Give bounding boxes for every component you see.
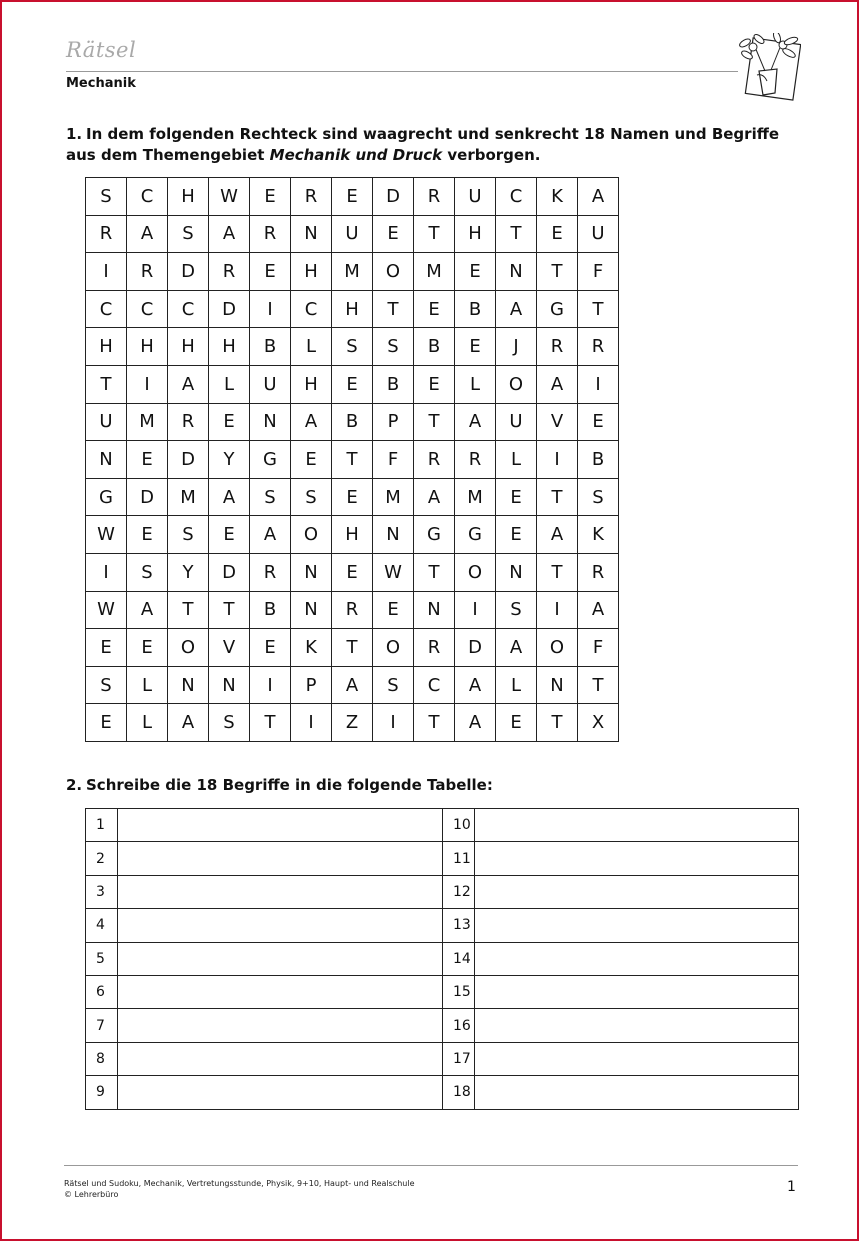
grid-letter-cell: A <box>168 704 209 742</box>
grid-row <box>86 403 619 441</box>
footer-copyright: © Lehrerbüro <box>64 1190 119 1199</box>
grid-letter-cell: O <box>496 365 537 403</box>
grid-letter-cell: A <box>414 478 455 516</box>
grid-letter-cell: M <box>127 403 168 441</box>
grid-letter-cell: E <box>209 403 250 441</box>
grid-letter-cell: W <box>86 591 127 629</box>
grid-letter-cell: S <box>86 666 127 704</box>
grid-letter-cell: I <box>250 666 291 704</box>
grid-letter-cell: U <box>332 215 373 253</box>
grid-row <box>86 553 619 591</box>
grid-letter-cell: N <box>496 253 537 291</box>
grid-letter-cell: E <box>127 441 168 479</box>
grid-letter-cell: T <box>496 215 537 253</box>
grid-letter-cell: M <box>414 253 455 291</box>
grid-letter-cell: B <box>332 403 373 441</box>
answer-number: 4 <box>86 909 118 942</box>
grid-letter-cell: L <box>496 666 537 704</box>
grid-letter-cell: N <box>496 553 537 591</box>
grid-row <box>86 441 619 479</box>
task-1-instruction <box>66 124 801 166</box>
grid-letter-cell: L <box>496 441 537 479</box>
answer-number: 10 <box>443 809 475 842</box>
grid-row <box>86 178 619 216</box>
grid-letter-cell: C <box>496 178 537 216</box>
answer-number: 14 <box>443 942 475 975</box>
grid-letter-cell: R <box>168 403 209 441</box>
grid-letter-cell: T <box>168 591 209 629</box>
grid-letter-cell: E <box>86 629 127 667</box>
answer-field[interactable] <box>118 875 443 908</box>
grid-letter-cell: H <box>168 328 209 366</box>
grid-letter-cell: O <box>537 629 578 667</box>
footer-divider <box>64 1165 798 1166</box>
grid-letter-cell: A <box>455 666 496 704</box>
grid-letter-cell: R <box>127 253 168 291</box>
grid-letter-cell: T <box>414 215 455 253</box>
grid-letter-cell: R <box>537 328 578 366</box>
grid-letter-cell: E <box>86 704 127 742</box>
grid-letter-cell: I <box>86 553 127 591</box>
grid-letter-cell: W <box>86 516 127 554</box>
answer-field[interactable] <box>475 1042 799 1075</box>
grid-letter-cell: O <box>291 516 332 554</box>
grid-letter-cell: S <box>127 553 168 591</box>
grid-letter-cell: T <box>537 478 578 516</box>
grid-letter-cell: P <box>373 403 414 441</box>
grid-letter-cell: T <box>537 704 578 742</box>
grid-letter-cell: E <box>455 328 496 366</box>
answer-field[interactable] <box>118 975 443 1008</box>
grid-letter-cell: H <box>291 365 332 403</box>
grid-letter-cell: E <box>373 215 414 253</box>
grid-letter-cell: W <box>373 553 414 591</box>
grid-letter-cell: T <box>373 290 414 328</box>
grid-letter-cell: C <box>291 290 332 328</box>
grid-letter-cell: C <box>127 290 168 328</box>
grid-letter-cell: N <box>373 516 414 554</box>
flower-vase-logo-icon <box>735 33 801 103</box>
answer-number: 2 <box>86 842 118 875</box>
grid-letter-cell: E <box>209 516 250 554</box>
answer-field[interactable] <box>475 942 799 975</box>
grid-letter-cell: R <box>414 629 455 667</box>
grid-letter-cell: E <box>496 704 537 742</box>
grid-letter-cell: U <box>578 215 619 253</box>
grid-letter-cell: R <box>414 178 455 216</box>
answer-row <box>86 909 799 942</box>
grid-letter-cell: L <box>209 365 250 403</box>
answer-field[interactable] <box>118 1042 443 1075</box>
answer-row <box>86 975 799 1008</box>
grid-letter-cell: S <box>578 478 619 516</box>
grid-letter-cell: K <box>291 629 332 667</box>
grid-letter-cell: H <box>455 215 496 253</box>
grid-letter-cell: D <box>455 629 496 667</box>
grid-letter-cell: N <box>291 553 332 591</box>
answer-row <box>86 842 799 875</box>
grid-letter-cell: H <box>209 328 250 366</box>
grid-letter-cell: N <box>86 441 127 479</box>
grid-letter-cell: U <box>86 403 127 441</box>
grid-letter-cell: A <box>496 629 537 667</box>
grid-letter-cell: T <box>86 365 127 403</box>
answer-field[interactable] <box>118 1076 443 1109</box>
answer-number: 11 <box>443 842 475 875</box>
answer-field[interactable] <box>118 909 443 942</box>
answer-field[interactable] <box>475 1076 799 1109</box>
grid-letter-cell: A <box>250 516 291 554</box>
grid-letter-cell: R <box>250 215 291 253</box>
task-1-number: 1. <box>66 125 83 143</box>
grid-letter-cell: S <box>168 215 209 253</box>
grid-letter-cell: A <box>168 365 209 403</box>
grid-letter-cell: J <box>496 328 537 366</box>
grid-letter-cell: E <box>250 253 291 291</box>
answer-row <box>86 875 799 908</box>
grid-letter-cell: A <box>332 666 373 704</box>
grid-letter-cell: D <box>209 290 250 328</box>
grid-letter-cell: O <box>168 629 209 667</box>
grid-letter-cell: N <box>250 403 291 441</box>
grid-letter-cell: E <box>332 365 373 403</box>
answer-field[interactable] <box>118 1009 443 1042</box>
grid-letter-cell: D <box>209 553 250 591</box>
answer-number: 16 <box>443 1009 475 1042</box>
grid-letter-cell: V <box>537 403 578 441</box>
grid-letter-cell: R <box>578 328 619 366</box>
grid-letter-cell: S <box>332 328 373 366</box>
grid-letter-cell: I <box>86 253 127 291</box>
grid-row <box>86 591 619 629</box>
header-divider <box>66 71 738 72</box>
answer-field[interactable] <box>475 975 799 1008</box>
grid-row <box>86 478 619 516</box>
grid-letter-cell: O <box>455 553 496 591</box>
grid-letter-cell: C <box>127 178 168 216</box>
page-number: 1 <box>787 1179 796 1195</box>
task-2-text: Schreibe die 18 Begriffe in die folgende Tabelle: <box>86 776 493 794</box>
task-1-topic: Mechanik und Druck <box>269 146 443 164</box>
grid-letter-cell: B <box>578 441 619 479</box>
grid-letter-cell: I <box>127 365 168 403</box>
grid-letter-cell: G <box>86 478 127 516</box>
grid-letter-cell: C <box>86 290 127 328</box>
answer-number: 1 <box>86 809 118 842</box>
grid-row <box>86 253 619 291</box>
grid-letter-cell: F <box>373 441 414 479</box>
grid-row <box>86 290 619 328</box>
task-1-text-a: In dem folgenden Rechteck sind waagrecht und senkrecht 18 Namen und Begriffe aus dem Themengebiet <box>66 125 780 164</box>
grid-letter-cell: S <box>373 666 414 704</box>
grid-letter-cell: R <box>332 591 373 629</box>
grid-letter-cell: A <box>537 365 578 403</box>
answer-field[interactable] <box>475 842 799 875</box>
grid-letter-cell: Z <box>332 704 373 742</box>
grid-letter-cell: R <box>455 441 496 479</box>
grid-letter-cell: I <box>455 591 496 629</box>
task-1-text-b: verborgen. <box>442 146 541 164</box>
grid-letter-cell: I <box>373 704 414 742</box>
worksheet-topic: Mechanik <box>66 76 136 91</box>
grid-letter-cell: A <box>455 403 496 441</box>
answer-field[interactable] <box>118 809 443 842</box>
grid-letter-cell: U <box>455 178 496 216</box>
grid-letter-cell: B <box>373 365 414 403</box>
grid-letter-cell: H <box>332 290 373 328</box>
grid-letter-cell: E <box>332 553 373 591</box>
grid-letter-cell: N <box>209 666 250 704</box>
grid-letter-cell: I <box>291 704 332 742</box>
grid-letter-cell: E <box>250 629 291 667</box>
grid-letter-cell: S <box>373 328 414 366</box>
grid-letter-cell: R <box>250 553 291 591</box>
grid-letter-cell: E <box>414 290 455 328</box>
grid-letter-cell: T <box>537 253 578 291</box>
grid-letter-cell: S <box>291 478 332 516</box>
grid-letter-cell: O <box>373 253 414 291</box>
grid-letter-cell: T <box>578 666 619 704</box>
worksheet-category: Rätsel <box>66 38 137 62</box>
grid-letter-cell: C <box>414 666 455 704</box>
grid-letter-cell: A <box>578 178 619 216</box>
grid-letter-cell: R <box>291 178 332 216</box>
grid-letter-cell: X <box>578 704 619 742</box>
grid-letter-cell: H <box>86 328 127 366</box>
grid-letter-cell: H <box>127 328 168 366</box>
grid-letter-cell: L <box>127 704 168 742</box>
grid-letter-cell: A <box>127 591 168 629</box>
grid-letter-cell: S <box>250 478 291 516</box>
grid-letter-cell: F <box>578 253 619 291</box>
answer-number: 12 <box>443 875 475 908</box>
grid-letter-cell: Y <box>168 553 209 591</box>
grid-letter-cell: I <box>250 290 291 328</box>
grid-letter-cell: E <box>455 253 496 291</box>
task-2-number: 2. <box>66 776 83 794</box>
answer-table <box>85 808 799 1110</box>
grid-letter-cell: A <box>209 215 250 253</box>
grid-letter-cell: I <box>537 441 578 479</box>
grid-letter-cell: G <box>455 516 496 554</box>
grid-letter-cell: E <box>127 629 168 667</box>
answer-row <box>86 942 799 975</box>
answer-number: 18 <box>443 1076 475 1109</box>
grid-letter-cell: T <box>414 553 455 591</box>
grid-letter-cell: E <box>414 365 455 403</box>
grid-letter-cell: C <box>168 290 209 328</box>
grid-row <box>86 629 619 667</box>
grid-letter-cell: S <box>496 591 537 629</box>
grid-letter-cell: D <box>127 478 168 516</box>
grid-letter-cell: S <box>209 704 250 742</box>
grid-letter-cell: E <box>332 178 373 216</box>
grid-letter-cell: P <box>291 666 332 704</box>
answer-number: 7 <box>86 1009 118 1042</box>
grid-letter-cell: M <box>373 478 414 516</box>
grid-letter-cell: B <box>250 591 291 629</box>
answer-number: 8 <box>86 1042 118 1075</box>
grid-letter-cell: N <box>291 591 332 629</box>
grid-letter-cell: F <box>578 629 619 667</box>
answer-number: 9 <box>86 1076 118 1109</box>
grid-letter-cell: T <box>332 629 373 667</box>
grid-letter-cell: B <box>455 290 496 328</box>
answer-field[interactable] <box>475 875 799 908</box>
grid-letter-cell: A <box>537 516 578 554</box>
grid-letter-cell: G <box>537 290 578 328</box>
answer-row <box>86 1076 799 1109</box>
answer-field[interactable] <box>475 909 799 942</box>
grid-row <box>86 666 619 704</box>
grid-letter-cell: L <box>127 666 168 704</box>
grid-letter-cell: B <box>414 328 455 366</box>
grid-letter-cell: W <box>209 178 250 216</box>
grid-letter-cell: A <box>127 215 168 253</box>
answer-number: 17 <box>443 1042 475 1075</box>
grid-letter-cell: A <box>291 403 332 441</box>
word-search-grid <box>85 177 619 742</box>
grid-letter-cell: D <box>168 441 209 479</box>
grid-letter-cell: T <box>414 403 455 441</box>
grid-letter-cell: S <box>86 178 127 216</box>
grid-letter-cell: V <box>209 629 250 667</box>
grid-letter-cell: A <box>578 591 619 629</box>
grid-letter-cell: U <box>250 365 291 403</box>
grid-letter-cell: E <box>496 516 537 554</box>
grid-letter-cell: T <box>332 441 373 479</box>
grid-letter-cell: D <box>168 253 209 291</box>
grid-letter-cell: S <box>168 516 209 554</box>
grid-letter-cell: N <box>537 666 578 704</box>
grid-letter-cell: T <box>209 591 250 629</box>
grid-letter-cell: M <box>332 253 373 291</box>
grid-letter-cell: N <box>168 666 209 704</box>
grid-letter-cell: R <box>414 441 455 479</box>
grid-letter-cell: G <box>414 516 455 554</box>
answer-field[interactable] <box>475 1009 799 1042</box>
grid-letter-cell: I <box>578 365 619 403</box>
grid-letter-cell: T <box>578 290 619 328</box>
grid-row <box>86 215 619 253</box>
grid-letter-cell: H <box>291 253 332 291</box>
grid-letter-cell: N <box>291 215 332 253</box>
grid-letter-cell: L <box>291 328 332 366</box>
answer-row <box>86 809 799 842</box>
grid-letter-cell: E <box>291 441 332 479</box>
grid-letter-cell: E <box>496 478 537 516</box>
grid-letter-cell: E <box>332 478 373 516</box>
grid-letter-cell: O <box>373 629 414 667</box>
grid-letter-cell: D <box>373 178 414 216</box>
task-2-instruction <box>66 775 493 796</box>
grid-letter-cell: T <box>414 704 455 742</box>
grid-letter-cell: E <box>578 403 619 441</box>
answer-field[interactable] <box>118 942 443 975</box>
answer-field[interactable] <box>475 809 799 842</box>
answer-row <box>86 1009 799 1042</box>
grid-letter-cell: E <box>127 516 168 554</box>
grid-letter-cell: R <box>578 553 619 591</box>
grid-letter-cell: A <box>455 704 496 742</box>
grid-letter-cell: N <box>414 591 455 629</box>
grid-letter-cell: T <box>537 553 578 591</box>
grid-letter-cell: G <box>250 441 291 479</box>
grid-letter-cell: R <box>86 215 127 253</box>
grid-letter-cell: H <box>168 178 209 216</box>
grid-letter-cell: A <box>496 290 537 328</box>
grid-letter-cell: E <box>250 178 291 216</box>
answer-row <box>86 1042 799 1075</box>
answer-number: 6 <box>86 975 118 1008</box>
grid-row <box>86 516 619 554</box>
grid-letter-cell: K <box>537 178 578 216</box>
grid-letter-cell: R <box>209 253 250 291</box>
grid-row <box>86 704 619 742</box>
grid-letter-cell: B <box>250 328 291 366</box>
footer-source: Rätsel und Sudoku, Mechanik, Vertretungsstunde, Physik, 9+10, Haupt- und Realschule <box>64 1179 415 1188</box>
grid-letter-cell: Y <box>209 441 250 479</box>
grid-letter-cell: I <box>537 591 578 629</box>
grid-row <box>86 328 619 366</box>
grid-row <box>86 365 619 403</box>
answer-number: 5 <box>86 942 118 975</box>
grid-letter-cell: K <box>578 516 619 554</box>
grid-letter-cell: H <box>332 516 373 554</box>
grid-letter-cell: E <box>373 591 414 629</box>
grid-letter-cell: E <box>537 215 578 253</box>
footer-credits <box>64 1178 415 1200</box>
answer-number: 15 <box>443 975 475 1008</box>
answer-field[interactable] <box>118 842 443 875</box>
grid-letter-cell: M <box>168 478 209 516</box>
grid-letter-cell: T <box>250 704 291 742</box>
grid-letter-cell: U <box>496 403 537 441</box>
grid-letter-cell: A <box>209 478 250 516</box>
grid-letter-cell: L <box>455 365 496 403</box>
answer-number: 3 <box>86 875 118 908</box>
grid-letter-cell: M <box>455 478 496 516</box>
answer-number: 13 <box>443 909 475 942</box>
